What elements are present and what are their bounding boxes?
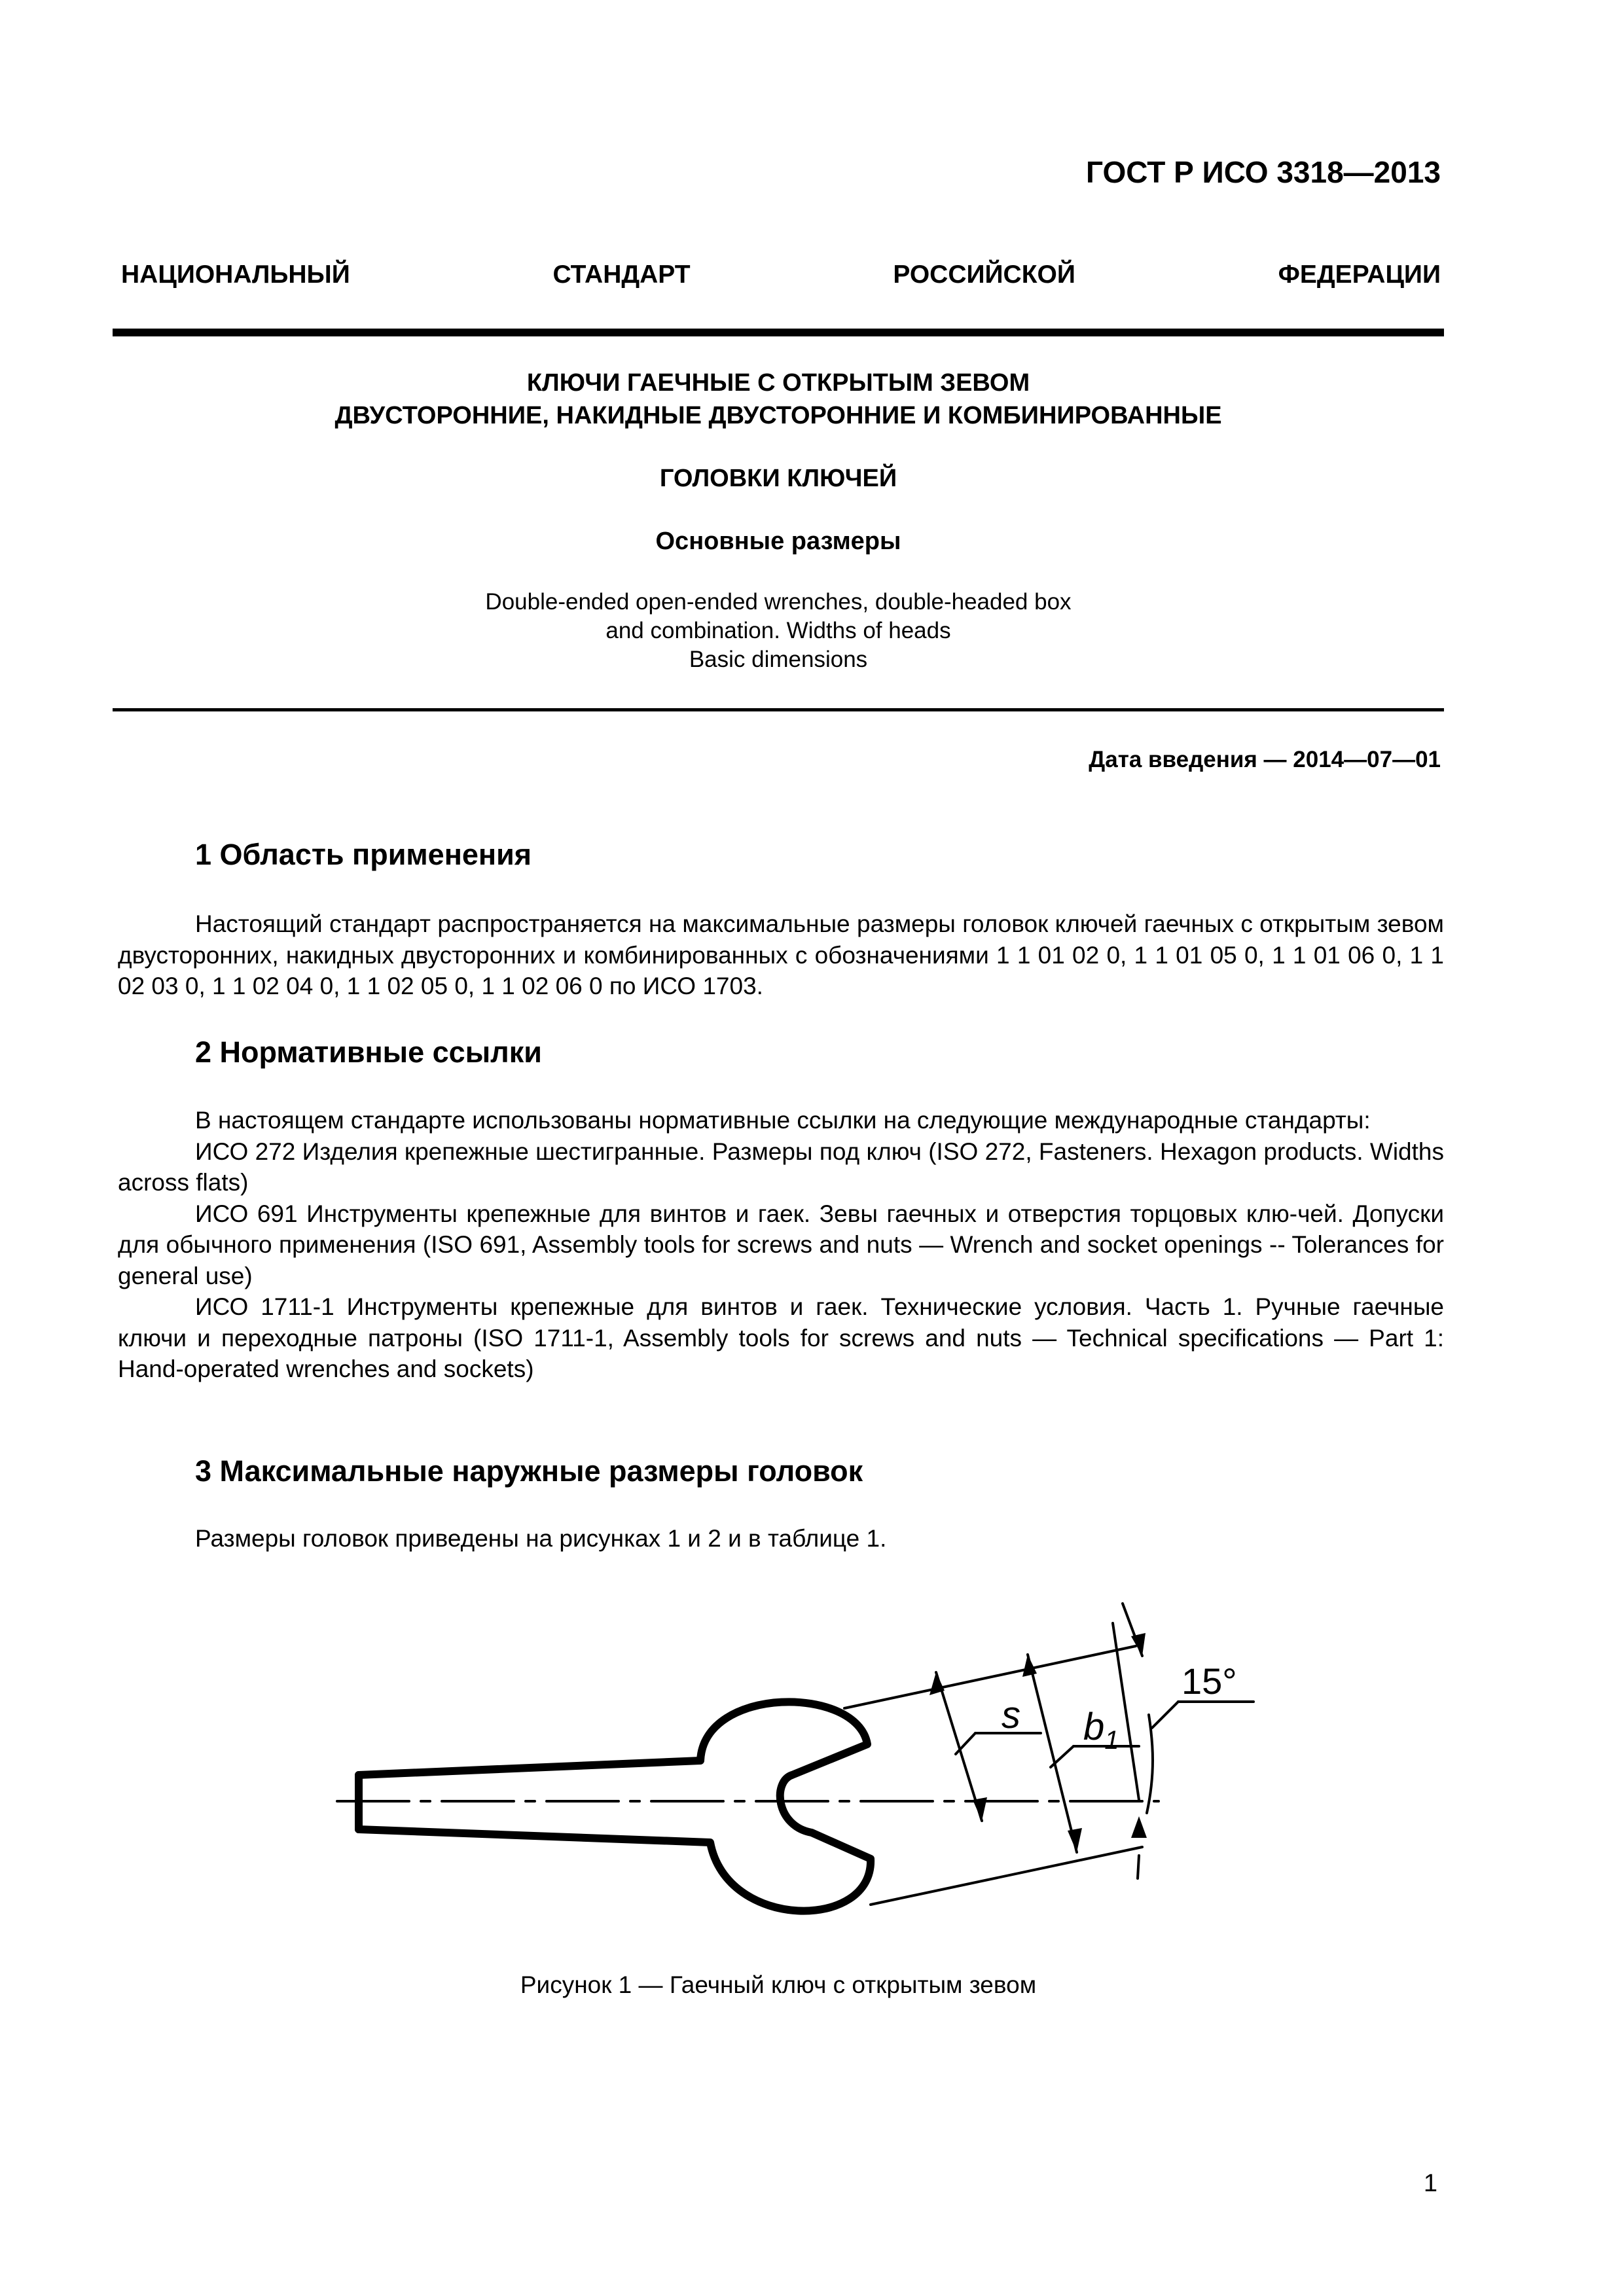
dimension-line-s [936, 1672, 982, 1821]
angle-label: 15° [1182, 1660, 1237, 1702]
section-2-paragraph-intro: В настоящем стандарте использованы нормативные ссылки на следующие международные стандарты: [195, 1107, 1371, 1134]
extension-line-top [844, 1646, 1136, 1708]
angle-arc [1147, 1715, 1153, 1813]
english-title-line-2: and combination. Widths of heads [605, 618, 951, 643]
angle-reference-line [1113, 1623, 1139, 1800]
figure-caption: Рисунок 1 — Гаечный ключ с открытым зевом [520, 1971, 1037, 1998]
section-1-paragraph: Настоящий стандарт распространяется на максимальные размеры головок ключей гаечных с открытым зевом двусторонних, накидных двусторонних и комбинированных с обозначениями 1 1 01 02 0, 1 1 01 05 0, 1 1 01 06 0, 1 1 02 03 0, 1 1 02 04 0, 1 1 02 05 0, 1 1 02 06 0 по ИСО 1703. [118, 910, 1444, 999]
dimension-label-b1 [1083, 1706, 1119, 1755]
dimension-line-b1 [1028, 1655, 1077, 1852]
document-code: ГОСТ Р ИСО 3318—2013 [1085, 155, 1441, 189]
section-2-heading: 2 Нормативные ссылки [195, 1035, 542, 1069]
wrench-outline [359, 1702, 871, 1910]
title-subtitle: Основные размеры [655, 528, 901, 555]
extension-line-bottom [871, 1847, 1142, 1905]
top-rule [113, 329, 1444, 336]
section-2-reference-iso691: ИСО 691 Инструменты крепежные для винтов и гаек. Зевы гаечных и отверстия торцовых клю-чей. Допуски для обычного применения (ISO 691, Assembly tools for screws and nuts — Wrench and socket openings -- Tolerances for general use) [118, 1200, 1444, 1289]
page-number: 1 [1423, 2170, 1437, 2197]
dimension-label-b: b [1083, 1706, 1105, 1748]
angle-arrow-bottom-shaft [1138, 1856, 1139, 1878]
angle-label-leader [1152, 1702, 1178, 1728]
english-title-line-1: Double-ended open-ended wrenches, double-headed box [485, 589, 1072, 615]
section-1-heading: 1 Область применения [195, 838, 532, 871]
angle-arrowhead-bottom [1131, 1816, 1147, 1838]
wrench-figure [0, 1571, 1624, 1964]
section-2-text [118, 1105, 1444, 1385]
angle-arrowhead-top [1131, 1633, 1146, 1656]
introduction-date: Дата введения — 2014—07—01 [1089, 747, 1441, 772]
title-line-2: ДВУСТОРОННИЕ, НАКИДНЫЕ ДВУСТОРОННИЕ И КОМБИНИРОВАННЫЕ [334, 402, 1222, 429]
section-3-heading: 3 Максимальные наружные размеры головок [195, 1454, 863, 1488]
national-standard-banner: НАЦИОНАЛЬНЫЙ СТАНДАРТ РОССИЙСКОЙ ФЕДЕРАЦИИ [121, 260, 1441, 289]
english-title-line-3: Basic dimensions [689, 647, 868, 672]
title-line-1: КЛЮЧИ ГАЕЧНЫЕ С ОТКРЫТЫМ ЗЕВОМ [526, 369, 1030, 397]
section-2-reference-iso1711: ИСО 1711-1 Инструменты крепежные для винтов и гаек. Технические условия. Часть 1. Ручные гаечные ключи и переходные патроны (ISO 1711-1, Assembly tools for screws and nuts — Technical specifications — Part 1: Hand-operated wrenches and sockets) [118, 1293, 1444, 1382]
section-3-text: Размеры головок приведены на рисунках 1 и 2 и в таблице 1. [195, 1525, 887, 1552]
title-line-3: ГОЛОВКИ КЛЮЧЕЙ [659, 465, 897, 492]
section-1-text [118, 908, 1444, 1002]
dimension-label-b-subscript: 1 [1104, 1726, 1119, 1755]
section-2-reference-iso272: ИСО 272 Изделия крепежные шестигранные. Размеры под ключ (ISO 272, Fasteners. Hexagon products. Widths across flats) [118, 1138, 1444, 1196]
bottom-rule [113, 708, 1444, 711]
dimension-label-s: s [1001, 1694, 1020, 1736]
